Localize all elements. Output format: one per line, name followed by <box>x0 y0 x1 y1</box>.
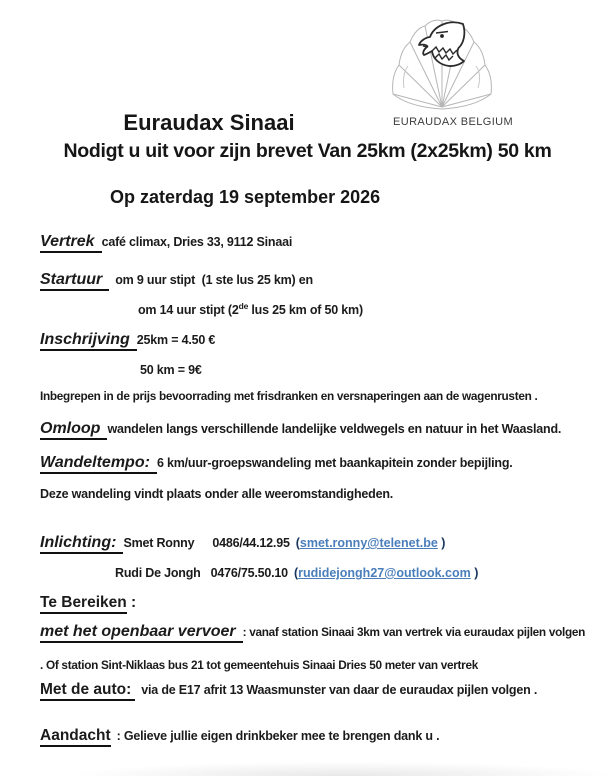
section-omloop <box>40 420 561 438</box>
aandacht-label: Aandacht <box>40 727 111 747</box>
auto-label: Met de auto: <box>40 681 135 701</box>
paren-close: ) <box>470 566 479 580</box>
vertrek-text: café climax, Dries 33, 9112 Sinaai <box>101 235 293 249</box>
wandeltempo-text: 6 km/uur-groepswandeling met baankapitein zonder bepijling. <box>156 456 513 470</box>
openbaar-text: : vanaf station Sinaai 3km van vertrek via euraudax pijlen volgen <box>242 625 586 639</box>
startuur-label: Startuur <box>40 271 109 291</box>
section-te-bereiken <box>40 594 136 612</box>
startuur-line1: om 9 uur stipt (1 ste lus 25 km) en <box>115 273 313 287</box>
openbaar-label: met het openbaar vervoer <box>40 623 243 643</box>
startuur-line2-sup: de <box>238 301 249 311</box>
startuur-line2-pre: om 14 uur stipt (2 <box>138 303 239 317</box>
event-date: Op zaterdag 19 september 2026 <box>110 187 381 207</box>
contact2-email-link[interactable]: rudidejongh27@outlook.com <box>298 566 471 580</box>
paren-close: ) <box>437 536 446 550</box>
page-title: Euraudax Sinaai <box>123 110 295 135</box>
contact1-email-link[interactable]: smet.ronny@telenet.be <box>299 536 438 550</box>
price-50km: 50 km = 9€ <box>140 363 202 377</box>
contact1-phone: 0486/44.12.95 <box>212 536 290 550</box>
section-auto <box>40 681 537 699</box>
section-wandeltempo <box>40 454 513 472</box>
wandeltempo-label: Wandeltempo: <box>40 454 157 474</box>
section-inlichting <box>40 534 445 552</box>
euraudax-logo <box>388 14 598 128</box>
section-vertrek <box>40 233 292 251</box>
inschrijving-label: Inschrijving <box>40 331 137 351</box>
price-25km: 25km = 4.50 € <box>136 333 216 347</box>
contact1-name: Smet Ronny <box>123 536 195 550</box>
inlichting-label: Inlichting: <box>40 534 123 554</box>
startuur-line2 <box>138 301 363 319</box>
openbaar-line2: . Of station Sint-Niklaas bus 21 tot gemeentehuis Sinaai Dries 50 meter van vertrek <box>40 658 478 672</box>
te-bereiken-colon: : <box>126 594 137 611</box>
logo-caption: EURAUDAX BELGIUM <box>393 116 514 128</box>
paren-open: ( <box>295 536 300 550</box>
inlichting-contact2 <box>115 564 478 582</box>
inschrijving-note: Inbegrepen in de prijs bevoorrading met frisdranken en versnaperingen aan de wagenrusten . <box>40 389 538 403</box>
section-aandacht <box>40 727 439 745</box>
contact2-name: Rudi De Jongh <box>115 566 201 580</box>
vertrek-label: Vertrek <box>40 233 102 253</box>
omloop-text: wandelen langs verschillende landelijke veldwegels en natuur in het Waasland. <box>107 422 562 436</box>
omloop-label: Omloop <box>40 420 107 440</box>
eagle-shell-icon <box>390 14 495 114</box>
paren-open: ( <box>293 566 299 580</box>
section-inschrijving <box>40 331 215 349</box>
aandacht-text: : Gelieve jullie eigen drinkbeker mee te brengen dank u . <box>116 729 440 743</box>
section-openbaar-vervoer <box>40 623 585 641</box>
page-subtitle: Nodigt u uit voor zijn brevet Van 25km (2x25km) 50 km <box>63 140 552 162</box>
section-startuur <box>40 271 313 289</box>
te-bereiken-label: Te Bereiken <box>40 594 127 614</box>
auto-text: via de E17 afrit 13 Waasmunster van daar de euraudax pijlen volgen . <box>141 683 538 697</box>
wandeltempo-note: Deze wandeling vindt plaats onder alle weeromstandigheden. <box>40 487 394 501</box>
startuur-line2-post: lus 25 km of 50 km) <box>248 303 363 317</box>
contact2-phone: 0476/75.50.10 <box>210 566 288 580</box>
